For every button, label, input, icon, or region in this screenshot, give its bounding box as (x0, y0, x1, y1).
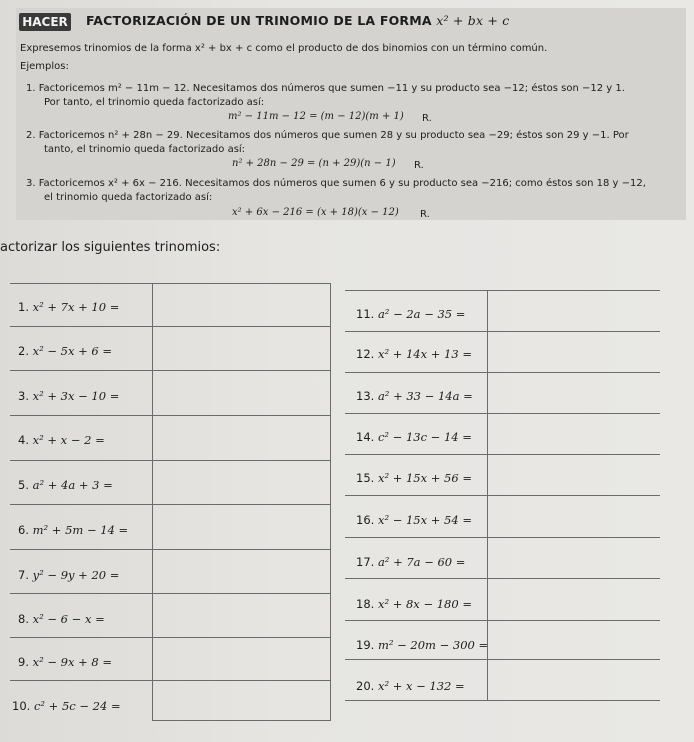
row-rule (345, 620, 660, 621)
intro-text: Expresemos trinomios de la forma x² + bx + c como el producto de dos binomios con un término común. (20, 43, 548, 54)
row-rule (345, 413, 660, 414)
exercise-7 (18, 568, 119, 582)
row-rule (345, 454, 660, 455)
exercise-13-number: 13. (356, 389, 375, 403)
exercise-17 (356, 555, 465, 569)
example-2-equation: n² + 28n − 29 = (n + 29)(n − 1) (232, 158, 396, 169)
exercise-12-expression: x² + 14x + 13 = (377, 347, 472, 361)
exercise-2-number: 2. (18, 344, 29, 358)
exercise-13 (356, 389, 473, 403)
exercise-5-expression: a² + 4a + 3 = (32, 478, 113, 492)
example-1-line2: Por tanto, el trinomio queda factorizado así: (44, 97, 265, 108)
exercise-11-expression: a² − 2a − 35 = (377, 307, 466, 321)
exercise-4-expression: x² + x − 2 = (32, 433, 105, 447)
row-rule (345, 659, 660, 660)
exercise-4 (18, 433, 105, 447)
exercise-18-expression: x² + 8x − 180 = (377, 597, 472, 611)
exercise-1-number: 1. (18, 300, 29, 314)
exercise-instruction: actorizar los siguientes trinomios: (0, 240, 221, 255)
exercise-15-number: 15. (356, 471, 375, 485)
exercise-3 (18, 389, 119, 403)
exercise-14 (356, 430, 472, 444)
exercise-2-expression: x² − 5x + 6 = (32, 344, 113, 358)
exercise-2 (18, 344, 112, 358)
row-rule (10, 549, 330, 550)
right-table-bottom-rule (345, 700, 660, 701)
exercise-5-number: 5. (18, 478, 29, 492)
example-2-line2: tanto, el trinomio queda factorizado así: (44, 144, 246, 155)
example-1-mark: R. (422, 113, 432, 124)
section-title-text: FACTORIZACIÓN DE UN TRINOMIO DE LA FORMA (86, 13, 432, 28)
exercise-9-expression: x² − 9x + 8 = (32, 655, 113, 669)
row-rule (10, 326, 330, 327)
example-3-mark: R. (420, 209, 430, 220)
exercise-3-number: 3. (18, 389, 29, 403)
exercise-13-expression: a² + 33 − 14a = (377, 389, 473, 403)
exercise-7-number: 7. (18, 568, 29, 582)
exercise-6 (18, 523, 128, 537)
example-2-line1: 2. Factoricemos n² + 28n − 29. Necesitamos dos números que sumen 28 y su producto sea −29; éstos son 29 y −1. Por (26, 130, 629, 141)
right-table-top-rule (345, 290, 660, 291)
exercise-9-number: 9. (18, 655, 29, 669)
exercise-11-number: 11. (356, 307, 375, 321)
exercise-17-number: 17. (356, 555, 375, 569)
exercise-14-number: 14. (356, 430, 375, 444)
section-title-expression: x² + bx + c (436, 13, 510, 28)
exercise-1 (18, 300, 119, 314)
exercise-10 (12, 699, 121, 713)
exercise-8-expression: x² − 6 − x = (32, 612, 105, 626)
exercise-10-expression: c² + 5c − 24 = (33, 699, 121, 713)
exercise-3-expression: x² + 3x − 10 = (32, 389, 120, 403)
row-rule (345, 331, 660, 332)
exercise-18 (356, 597, 472, 611)
exercise-9 (18, 655, 112, 669)
exercise-15-expression: x² + 15x + 56 = (377, 471, 472, 485)
row-rule (10, 504, 330, 505)
row-rule (10, 593, 330, 594)
left-table-bottom-rule (152, 720, 330, 721)
row-rule (10, 370, 330, 371)
exercise-10-number: 10. (12, 699, 31, 713)
exercise-19-number: 19. (356, 638, 375, 652)
example-1-equation: m² − 11m − 12 = (m − 12)(m + 1) (228, 111, 404, 122)
left-table-divider (152, 283, 153, 721)
exercise-16 (356, 513, 472, 527)
row-rule (10, 680, 330, 681)
exercise-8 (18, 612, 105, 626)
left-table-right-edge (330, 283, 331, 721)
exercise-6-expression: m² + 5m − 14 = (32, 523, 129, 537)
exercise-12 (356, 347, 472, 361)
exercise-16-expression: x² − 15x + 54 = (377, 513, 472, 527)
example-3-equation: x² + 6x − 216 = (x + 18)(x − 12) (232, 207, 399, 218)
exercise-11 (356, 307, 465, 321)
section-title (86, 13, 509, 28)
example-1-line1: 1. Factoricemos m² − 11m − 12. Necesitamos dos números que sumen −11 y su producto sea −12; éstos son −12 y 1. (26, 83, 625, 94)
row-rule (10, 637, 330, 638)
exercise-19-expression: m² − 20m − 300 = (377, 638, 489, 652)
example-3-line1: 3. Factoricemos x² + 6x − 216. Necesitamos dos números que sumen 6 y su producto sea −216; como éstos son 18 y −12, (26, 178, 646, 189)
exercise-7-expression: y² − 9y + 20 = (32, 568, 120, 582)
exercise-18-number: 18. (356, 597, 375, 611)
hacer-badge: HACER (19, 13, 71, 31)
exercise-6-number: 6. (18, 523, 29, 537)
row-rule (10, 460, 330, 461)
exercise-17-expression: a² + 7a − 60 = (377, 555, 466, 569)
exercise-19 (356, 638, 488, 652)
exercise-4-number: 4. (18, 433, 29, 447)
example-2-mark: R. (414, 160, 424, 171)
exercise-1-expression: x² + 7x + 10 = (32, 300, 120, 314)
exercise-8-number: 8. (18, 612, 29, 626)
example-3-line2: el trinomio queda factorizado así: (44, 192, 213, 203)
exercise-15 (356, 471, 472, 485)
row-rule (345, 372, 660, 373)
exercise-20-expression: x² + x − 132 = (377, 679, 465, 693)
examples-label: Ejemplos: (20, 61, 69, 72)
exercise-14-expression: c² − 13c − 14 = (377, 430, 472, 444)
exercise-5 (18, 478, 113, 492)
row-rule (345, 537, 660, 538)
exercise-12-number: 12. (356, 347, 375, 361)
exercise-20 (356, 679, 465, 693)
row-rule (10, 415, 330, 416)
left-table-top-rule (10, 283, 330, 284)
exercise-20-number: 20. (356, 679, 375, 693)
exercise-16-number: 16. (356, 513, 375, 527)
row-rule (345, 495, 660, 496)
row-rule (345, 578, 660, 579)
